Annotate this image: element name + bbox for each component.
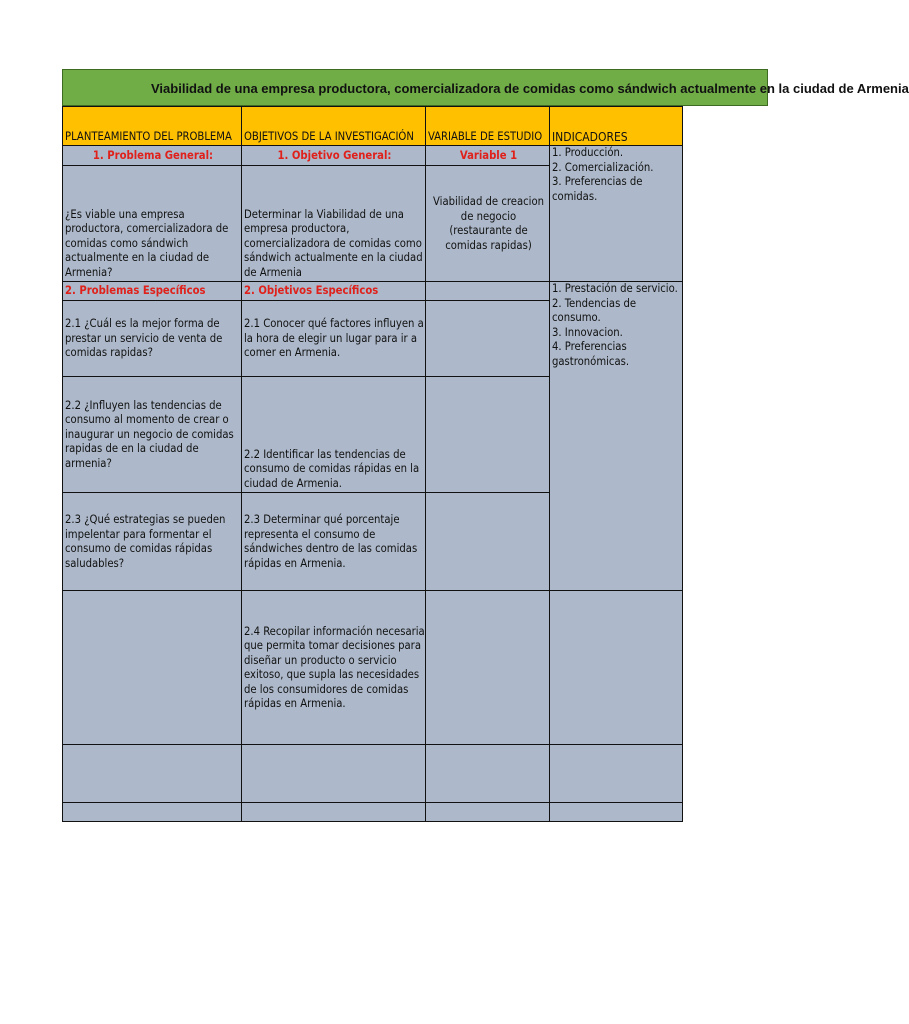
empty-cell xyxy=(241,744,426,803)
problem-2-1: 2.1 ¿Cuál es la mejor forma de prestar un servicio de venta de comidas rapidas? xyxy=(62,300,242,377)
header-problem: PLANTEAMIENTO DEL PROBLEMA xyxy=(62,106,242,146)
empty-cell xyxy=(425,802,550,822)
research-matrix-table xyxy=(62,106,683,822)
empty-cell xyxy=(549,802,683,822)
general-problem-text: ¿Es viable una empresa productora, comercializadora de comidas como sándwich actualmente en la ciudad de Armenia? xyxy=(62,165,242,282)
empty-cell xyxy=(549,744,683,803)
objective-2-1: 2.1 Conocer qué factores influyen a la hora de elegir un lugar para ir a comer en Armenia. xyxy=(241,300,426,377)
empty-cell xyxy=(425,744,550,803)
empty-cell xyxy=(62,802,242,822)
general-objective-label: 1. Objetivo General: xyxy=(241,145,426,166)
header-indicators: INDICADORES xyxy=(549,106,683,146)
general-objective-text: Determinar la Viabilidad de una empresa productora, comercializadora de comidas como sándwich actualmente en la ciudad de Armenia xyxy=(241,165,426,282)
objective-2-4: 2.4 Recopilar información necesaria que permita tomar decisiones para diseñar un producto o servicio exitoso, que supla las necesidades de los consumidores de comidas rápidas en Armenia. xyxy=(241,590,426,745)
table-title: Viabilidad de una empresa productora, comercializadora de comidas como sándwich actualmente en la ciudad de Armenia xyxy=(62,69,768,106)
specific-problems-label: 2. Problemas Específicos xyxy=(62,281,242,301)
specific-objectives-label: 2. Objetivos Específicos xyxy=(241,281,426,301)
empty-cell xyxy=(425,492,550,591)
header-variable: VARIABLE DE ESTUDIO xyxy=(425,106,550,146)
empty-cell xyxy=(62,590,242,745)
specific-indicators: 1. Prestación de servicio. 2. Tendencias de consumo. 3. Innovacion. 4. Preferencias gastronómicas. xyxy=(549,281,683,591)
empty-cell xyxy=(549,590,683,745)
general-indicators: 1. Producción. 2. Comercialización. 3. Preferencias de comidas. xyxy=(549,145,683,282)
problem-2-2: 2.2 ¿Influyen las tendencias de consumo al momento de crear o inaugurar un negocio de comidas rapidas de en la ciudad de armenia? xyxy=(62,376,242,493)
empty-cell xyxy=(62,744,242,803)
problem-2-3: 2.3 ¿Qué estrategias se pueden impelentar para formentar el consumo de comidas rápidas saludables? xyxy=(62,492,242,591)
objective-2-3: 2.3 Determinar qué porcentaje representa el consumo de sándwiches dentro de las comidas rápidas en Armenia. xyxy=(241,492,426,591)
variable-label: Variable 1 xyxy=(425,145,550,166)
empty-cell xyxy=(425,376,550,493)
table-border-bottom xyxy=(62,821,683,822)
objective-2-2: 2.2 Identificar las tendencias de consumo de comidas rápidas en la ciudad de Armenia. xyxy=(241,376,426,493)
variable-text: Viabilidad de creacion de negocio (restaurante de comidas rapidas) xyxy=(425,165,550,282)
general-problem-label: 1. Problema General: xyxy=(62,145,242,166)
table-border-right xyxy=(682,106,683,822)
empty-cell xyxy=(425,300,550,377)
empty-cell xyxy=(425,590,550,745)
empty-cell xyxy=(241,802,426,822)
header-objectives: OBJETIVOS DE LA INVESTIGACIÓN xyxy=(241,106,426,146)
empty-cell xyxy=(425,281,550,301)
